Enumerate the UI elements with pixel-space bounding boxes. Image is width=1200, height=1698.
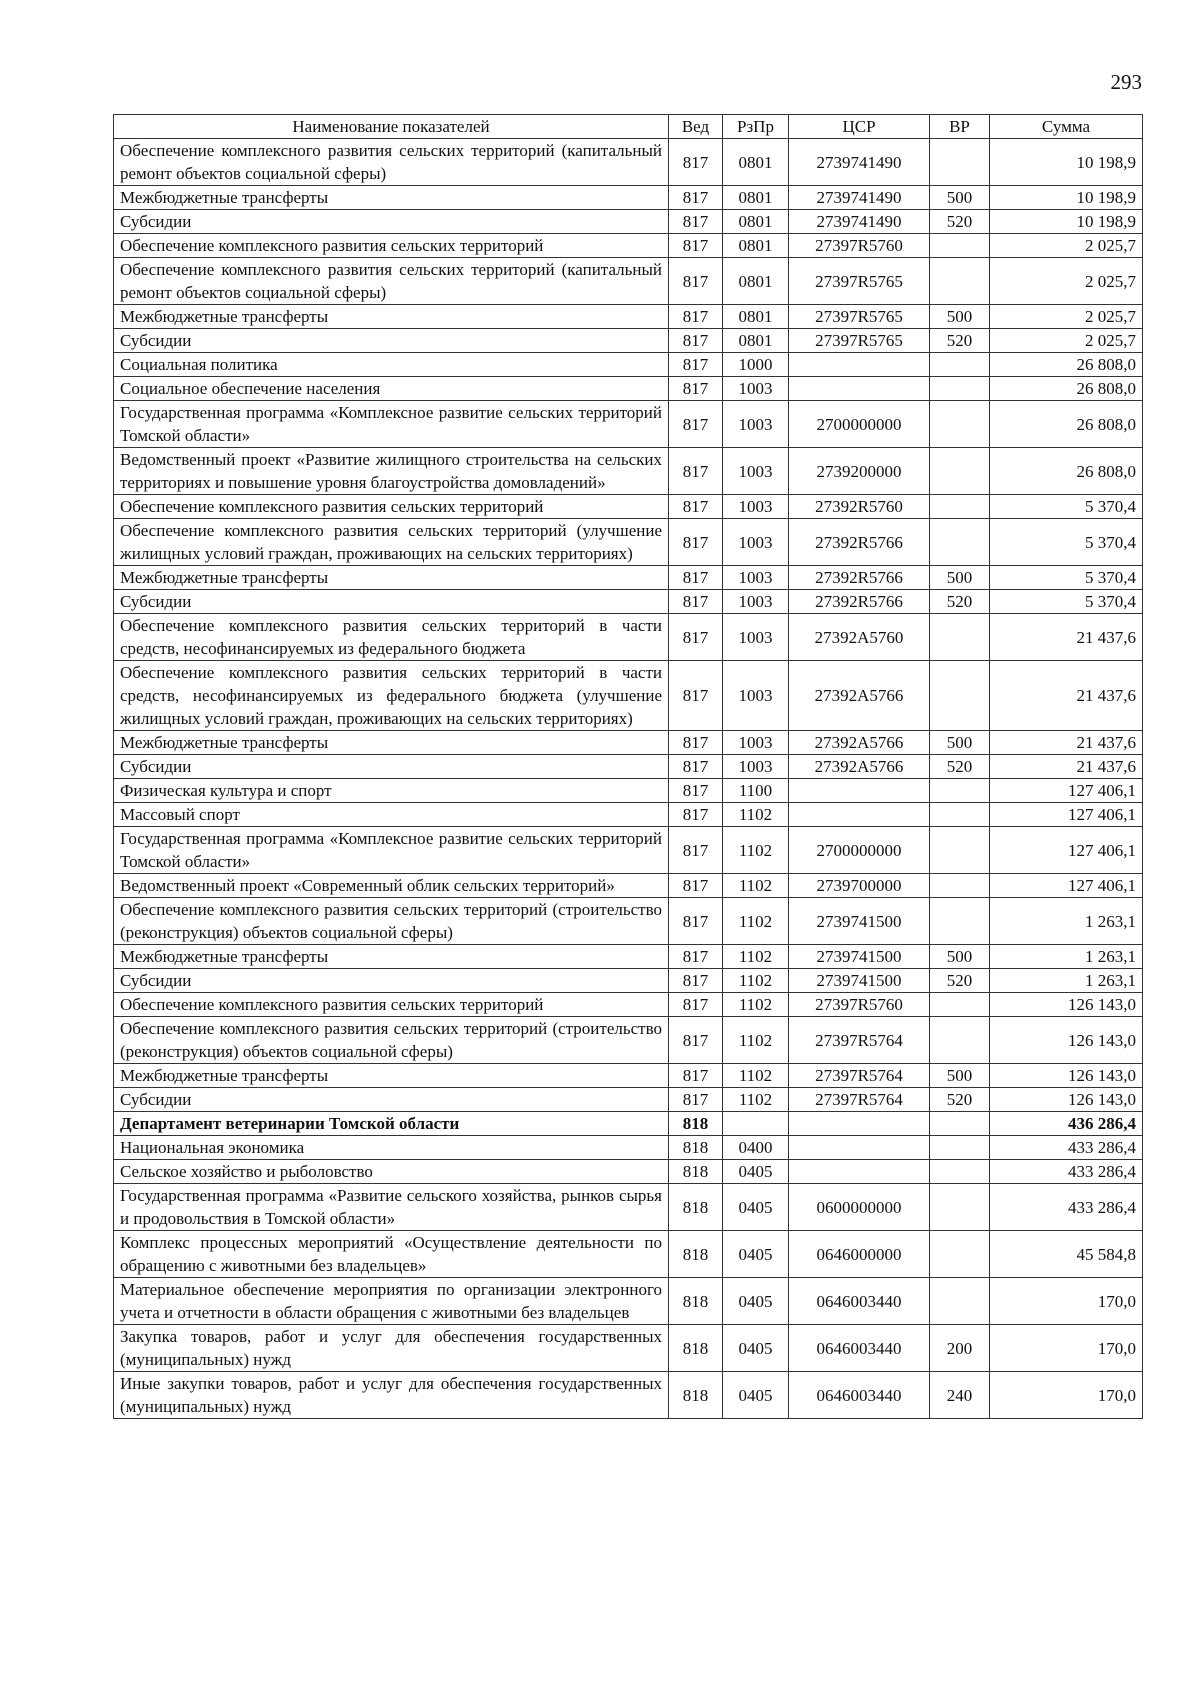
table-row — [114, 305, 1143, 329]
header-vr: ВР — [930, 115, 990, 139]
cell-sum: 2 025,7 — [990, 234, 1143, 258]
cell-vr — [930, 448, 990, 495]
cell-rzpr: 1102 — [723, 969, 789, 993]
cell-sum: 170,0 — [990, 1278, 1143, 1325]
cell-name: Межбюджетные трансферты — [114, 1064, 669, 1088]
cell-rzpr: 0400 — [723, 1136, 789, 1160]
cell-csr: 27392A5760 — [789, 614, 930, 661]
cell-rzpr: 1003 — [723, 448, 789, 495]
cell-csr: 27397R5765 — [789, 258, 930, 305]
table-row — [114, 186, 1143, 210]
cell-rzpr: 1102 — [723, 1064, 789, 1088]
cell-vr: 500 — [930, 305, 990, 329]
cell-vr — [930, 1278, 990, 1325]
cell-vr — [930, 993, 990, 1017]
cell-ved: 817 — [669, 1064, 723, 1088]
cell-vr: 520 — [930, 969, 990, 993]
cell-ved: 817 — [669, 731, 723, 755]
cell-vr — [930, 803, 990, 827]
cell-ved: 818 — [669, 1278, 723, 1325]
cell-ved: 817 — [669, 566, 723, 590]
cell-rzpr: 1102 — [723, 803, 789, 827]
cell-csr: 2739741500 — [789, 969, 930, 993]
cell-csr: 27392R5766 — [789, 519, 930, 566]
cell-vr — [930, 519, 990, 566]
cell-csr: 2700000000 — [789, 401, 930, 448]
cell-rzpr: 1102 — [723, 827, 789, 874]
table-body — [114, 139, 1143, 1419]
cell-vr — [930, 1112, 990, 1136]
cell-ved: 817 — [669, 186, 723, 210]
cell-vr: 500 — [930, 566, 990, 590]
cell-vr: 200 — [930, 1325, 990, 1372]
cell-csr: 27397R5765 — [789, 305, 930, 329]
cell-sum: 10 198,9 — [990, 186, 1143, 210]
cell-sum: 1 263,1 — [990, 969, 1143, 993]
cell-ved: 817 — [669, 590, 723, 614]
table-row — [114, 210, 1143, 234]
table-row — [114, 590, 1143, 614]
cell-ved: 818 — [669, 1325, 723, 1372]
header-sum: Сумма — [990, 115, 1143, 139]
cell-sum: 10 198,9 — [990, 210, 1143, 234]
cell-ved: 817 — [669, 448, 723, 495]
cell-name: Обеспечение комплексного развития сельских территорий (капитальный ремонт объектов социальной сферы) — [114, 139, 669, 186]
cell-name: Межбюджетные трансферты — [114, 945, 669, 969]
header-row — [114, 115, 1143, 139]
table-row — [114, 495, 1143, 519]
cell-ved: 817 — [669, 258, 723, 305]
cell-name: Государственная программа «Развитие сельского хозяйства, рынков сырья и продовольствия в Томской области» — [114, 1184, 669, 1231]
cell-ved: 817 — [669, 353, 723, 377]
table-row — [114, 1184, 1143, 1231]
table-row — [114, 969, 1143, 993]
table-row — [114, 1372, 1143, 1419]
table-row — [114, 566, 1143, 590]
cell-sum: 127 406,1 — [990, 803, 1143, 827]
cell-vr: 500 — [930, 731, 990, 755]
cell-rzpr: 0801 — [723, 329, 789, 353]
cell-rzpr: 0405 — [723, 1372, 789, 1419]
table-row — [114, 1231, 1143, 1278]
cell-csr: 27397R5764 — [789, 1088, 930, 1112]
cell-sum: 126 143,0 — [990, 993, 1143, 1017]
cell-vr: 520 — [930, 210, 990, 234]
cell-sum: 21 437,6 — [990, 755, 1143, 779]
cell-ved: 817 — [669, 1088, 723, 1112]
cell-name: Ведомственный проект «Развитие жилищного строительства на сельских территориях и повышение уровня благоустройства домовладений» — [114, 448, 669, 495]
cell-ved: 818 — [669, 1112, 723, 1136]
cell-vr: 520 — [930, 329, 990, 353]
cell-csr: 2739741490 — [789, 186, 930, 210]
cell-sum: 433 286,4 — [990, 1184, 1143, 1231]
cell-sum: 436 286,4 — [990, 1112, 1143, 1136]
cell-name: Обеспечение комплексного развития сельских территорий (капитальный ремонт объектов социальной сферы) — [114, 258, 669, 305]
cell-vr: 500 — [930, 1064, 990, 1088]
cell-csr: 27397R5764 — [789, 1017, 930, 1064]
cell-sum: 126 143,0 — [990, 1088, 1143, 1112]
cell-csr: 27392R5760 — [789, 495, 930, 519]
cell-name: Межбюджетные трансферты — [114, 186, 669, 210]
cell-csr: 0646003440 — [789, 1278, 930, 1325]
cell-rzpr: 1003 — [723, 519, 789, 566]
cell-name: Субсидии — [114, 969, 669, 993]
cell-sum: 45 584,8 — [990, 1231, 1143, 1278]
table-row — [114, 874, 1143, 898]
cell-ved: 817 — [669, 519, 723, 566]
cell-vr — [930, 377, 990, 401]
cell-vr: 240 — [930, 1372, 990, 1419]
cell-vr: 520 — [930, 755, 990, 779]
table-row — [114, 519, 1143, 566]
header-csr: ЦСР — [789, 115, 930, 139]
cell-rzpr: 1102 — [723, 1088, 789, 1112]
cell-ved: 818 — [669, 1184, 723, 1231]
cell-csr: 2739700000 — [789, 874, 930, 898]
cell-name: Обеспечение комплексного развития сельских территорий (улучшение жилищных условий граждан, проживающих на сельских территориях) — [114, 519, 669, 566]
cell-csr: 2739741500 — [789, 898, 930, 945]
cell-name: Обеспечение комплексного развития сельских территорий — [114, 495, 669, 519]
table-row — [114, 827, 1143, 874]
cell-csr: 27397R5764 — [789, 1064, 930, 1088]
cell-name: Межбюджетные трансферты — [114, 566, 669, 590]
cell-sum: 21 437,6 — [990, 731, 1143, 755]
table-row — [114, 329, 1143, 353]
cell-rzpr: 1102 — [723, 993, 789, 1017]
cell-name: Субсидии — [114, 329, 669, 353]
table-row — [114, 661, 1143, 731]
cell-csr — [789, 1112, 930, 1136]
table-row — [114, 1112, 1143, 1136]
cell-vr: 500 — [930, 186, 990, 210]
cell-csr — [789, 1136, 930, 1160]
table-row — [114, 353, 1143, 377]
cell-sum: 10 198,9 — [990, 139, 1143, 186]
cell-vr: 520 — [930, 1088, 990, 1112]
cell-name: Обеспечение комплексного развития сельских территорий — [114, 234, 669, 258]
cell-name: Национальная экономика — [114, 1136, 669, 1160]
cell-name: Межбюджетные трансферты — [114, 305, 669, 329]
cell-ved: 817 — [669, 803, 723, 827]
table-row — [114, 779, 1143, 803]
table-row — [114, 1088, 1143, 1112]
cell-vr — [930, 779, 990, 803]
cell-sum: 2 025,7 — [990, 258, 1143, 305]
cell-csr — [789, 1160, 930, 1184]
cell-rzpr: 0801 — [723, 305, 789, 329]
table-row — [114, 1278, 1143, 1325]
cell-vr — [930, 1017, 990, 1064]
cell-ved: 817 — [669, 377, 723, 401]
cell-rzpr: 0405 — [723, 1231, 789, 1278]
cell-name: Государственная программа «Комплексное развитие сельских территорий Томской области» — [114, 827, 669, 874]
cell-csr: 27392A5766 — [789, 731, 930, 755]
cell-rzpr: 1003 — [723, 566, 789, 590]
cell-csr: 0646000000 — [789, 1231, 930, 1278]
header-rzpr: РзПр — [723, 115, 789, 139]
cell-ved: 817 — [669, 993, 723, 1017]
cell-ved: 818 — [669, 1372, 723, 1419]
table-row — [114, 898, 1143, 945]
cell-ved: 817 — [669, 305, 723, 329]
cell-vr — [930, 1160, 990, 1184]
cell-ved: 818 — [669, 1160, 723, 1184]
cell-vr: 520 — [930, 590, 990, 614]
cell-rzpr: 1100 — [723, 779, 789, 803]
cell-csr: 2739741500 — [789, 945, 930, 969]
cell-vr — [930, 614, 990, 661]
cell-rzpr: 0801 — [723, 258, 789, 305]
cell-csr: 27392A5766 — [789, 755, 930, 779]
cell-sum: 26 808,0 — [990, 353, 1143, 377]
cell-csr: 0646003440 — [789, 1372, 930, 1419]
cell-csr: 27397R5760 — [789, 234, 930, 258]
cell-sum: 5 370,4 — [990, 495, 1143, 519]
cell-sum: 127 406,1 — [990, 827, 1143, 874]
cell-sum: 5 370,4 — [990, 519, 1143, 566]
table-row — [114, 1160, 1143, 1184]
cell-sum: 26 808,0 — [990, 377, 1143, 401]
cell-sum: 21 437,6 — [990, 661, 1143, 731]
table-row — [114, 731, 1143, 755]
cell-sum: 126 143,0 — [990, 1017, 1143, 1064]
cell-vr — [930, 353, 990, 377]
cell-name: Обеспечение комплексного развития сельских территорий — [114, 993, 669, 1017]
header-ved: Вед — [669, 115, 723, 139]
cell-name: Государственная программа «Комплексное развитие сельских территорий Томской области» — [114, 401, 669, 448]
cell-ved: 817 — [669, 945, 723, 969]
cell-name: Социальная политика — [114, 353, 669, 377]
cell-rzpr: 0801 — [723, 139, 789, 186]
cell-rzpr: 0801 — [723, 186, 789, 210]
table-row — [114, 401, 1143, 448]
budget-table — [113, 114, 1143, 1419]
cell-name: Иные закупки товаров, работ и услуг для обеспечения государственных (муниципальных) нужд — [114, 1372, 669, 1419]
cell-rzpr: 1003 — [723, 590, 789, 614]
cell-rzpr: 1003 — [723, 731, 789, 755]
cell-rzpr: 1102 — [723, 898, 789, 945]
header-name: Наименование показателей — [114, 115, 669, 139]
cell-sum: 21 437,6 — [990, 614, 1143, 661]
cell-ved: 817 — [669, 874, 723, 898]
cell-csr: 2739741490 — [789, 139, 930, 186]
cell-csr: 2739741490 — [789, 210, 930, 234]
cell-rzpr: 1102 — [723, 1017, 789, 1064]
cell-rzpr: 0405 — [723, 1160, 789, 1184]
table-row — [114, 1325, 1143, 1372]
cell-csr — [789, 353, 930, 377]
cell-ved: 817 — [669, 401, 723, 448]
cell-csr: 0600000000 — [789, 1184, 930, 1231]
table-row — [114, 1136, 1143, 1160]
cell-vr — [930, 258, 990, 305]
cell-ved: 817 — [669, 234, 723, 258]
cell-vr — [930, 401, 990, 448]
cell-rzpr — [723, 1112, 789, 1136]
cell-sum: 433 286,4 — [990, 1160, 1143, 1184]
cell-name: Департамент ветеринарии Томской области — [114, 1112, 669, 1136]
cell-vr — [930, 139, 990, 186]
table-row — [114, 448, 1143, 495]
cell-rzpr: 1003 — [723, 755, 789, 779]
cell-rzpr: 1003 — [723, 661, 789, 731]
cell-sum: 5 370,4 — [990, 590, 1143, 614]
cell-rzpr: 1000 — [723, 353, 789, 377]
cell-ved: 817 — [669, 614, 723, 661]
table-row — [114, 993, 1143, 1017]
cell-vr — [930, 495, 990, 519]
table-row — [114, 803, 1143, 827]
cell-sum: 5 370,4 — [990, 566, 1143, 590]
cell-ved: 818 — [669, 1136, 723, 1160]
cell-ved: 817 — [669, 827, 723, 874]
cell-name: Субсидии — [114, 590, 669, 614]
cell-ved: 817 — [669, 210, 723, 234]
cell-rzpr: 0801 — [723, 234, 789, 258]
cell-vr — [930, 661, 990, 731]
cell-ved: 817 — [669, 139, 723, 186]
cell-csr: 27392R5766 — [789, 590, 930, 614]
cell-name: Межбюджетные трансферты — [114, 731, 669, 755]
cell-sum: 170,0 — [990, 1325, 1143, 1372]
cell-ved: 817 — [669, 755, 723, 779]
cell-sum: 170,0 — [990, 1372, 1143, 1419]
cell-ved: 817 — [669, 898, 723, 945]
cell-name: Обеспечение комплексного развития сельских территорий (строительство (реконструкция) объектов социальной сферы) — [114, 898, 669, 945]
cell-csr: 27392A5766 — [789, 661, 930, 731]
cell-csr: 27392R5766 — [789, 566, 930, 590]
cell-name: Физическая культура и спорт — [114, 779, 669, 803]
cell-name: Комплекс процессных мероприятий «Осуществление деятельности по обращению с животными без владельцев» — [114, 1231, 669, 1278]
cell-ved: 817 — [669, 779, 723, 803]
cell-ved: 817 — [669, 495, 723, 519]
cell-ved: 817 — [669, 1017, 723, 1064]
cell-rzpr: 1003 — [723, 614, 789, 661]
cell-vr — [930, 1231, 990, 1278]
cell-csr — [789, 377, 930, 401]
cell-vr: 500 — [930, 945, 990, 969]
cell-vr — [930, 234, 990, 258]
cell-name: Субсидии — [114, 210, 669, 234]
table-row — [114, 614, 1143, 661]
cell-sum: 2 025,7 — [990, 305, 1143, 329]
cell-rzpr: 0405 — [723, 1278, 789, 1325]
cell-vr — [930, 874, 990, 898]
cell-sum: 26 808,0 — [990, 448, 1143, 495]
cell-sum: 126 143,0 — [990, 1064, 1143, 1088]
cell-rzpr: 1102 — [723, 874, 789, 898]
cell-name: Закупка товаров, работ и услуг для обеспечения государственных (муниципальных) нужд — [114, 1325, 669, 1372]
cell-csr: 0646003440 — [789, 1325, 930, 1372]
cell-vr — [930, 898, 990, 945]
cell-csr — [789, 803, 930, 827]
cell-csr: 2739200000 — [789, 448, 930, 495]
cell-csr: 2700000000 — [789, 827, 930, 874]
cell-name: Обеспечение комплексного развития сельских территорий (строительство (реконструкция) объектов социальной сферы) — [114, 1017, 669, 1064]
table-row — [114, 234, 1143, 258]
cell-rzpr: 1003 — [723, 401, 789, 448]
cell-sum: 127 406,1 — [990, 874, 1143, 898]
cell-rzpr: 1102 — [723, 945, 789, 969]
table-row — [114, 377, 1143, 401]
cell-vr — [930, 1184, 990, 1231]
cell-sum: 1 263,1 — [990, 945, 1143, 969]
cell-name: Субсидии — [114, 755, 669, 779]
cell-sum: 26 808,0 — [990, 401, 1143, 448]
cell-name: Сельское хозяйство и рыболовство — [114, 1160, 669, 1184]
table-row — [114, 258, 1143, 305]
cell-ved: 817 — [669, 969, 723, 993]
cell-rzpr: 0405 — [723, 1325, 789, 1372]
cell-sum: 433 286,4 — [990, 1136, 1143, 1160]
cell-name: Ведомственный проект «Современный облик сельских территорий» — [114, 874, 669, 898]
cell-vr — [930, 1136, 990, 1160]
table-header — [114, 115, 1143, 139]
table-row — [114, 945, 1143, 969]
cell-rzpr: 1003 — [723, 495, 789, 519]
cell-name: Обеспечение комплексного развития сельских территорий в части средств, несофинансируемых из федерального бюджета (улучшение жилищных условий граждан, проживающих на сельских территориях) — [114, 661, 669, 731]
cell-csr — [789, 779, 930, 803]
cell-name: Обеспечение комплексного развития сельских территорий в части средств, несофинансируемых из федерального бюджета — [114, 614, 669, 661]
cell-ved: 817 — [669, 661, 723, 731]
cell-rzpr: 0405 — [723, 1184, 789, 1231]
cell-sum: 2 025,7 — [990, 329, 1143, 353]
page-number: 293 — [1110, 70, 1142, 94]
cell-name: Субсидии — [114, 1088, 669, 1112]
table-row — [114, 139, 1143, 186]
cell-csr: 27397R5765 — [789, 329, 930, 353]
cell-name: Массовый спорт — [114, 803, 669, 827]
cell-rzpr: 1003 — [723, 377, 789, 401]
cell-rzpr: 0801 — [723, 210, 789, 234]
table-row — [114, 755, 1143, 779]
cell-vr — [930, 827, 990, 874]
cell-ved: 818 — [669, 1231, 723, 1278]
cell-sum: 1 263,1 — [990, 898, 1143, 945]
cell-ved: 817 — [669, 329, 723, 353]
table-row — [114, 1017, 1143, 1064]
table-row — [114, 1064, 1143, 1088]
cell-csr: 27397R5760 — [789, 993, 930, 1017]
cell-sum: 127 406,1 — [990, 779, 1143, 803]
cell-name: Материальное обеспечение мероприятия по организации электронного учета и отчетности в области обращения с животными без владельцев — [114, 1278, 669, 1325]
cell-name: Социальное обеспечение населения — [114, 377, 669, 401]
